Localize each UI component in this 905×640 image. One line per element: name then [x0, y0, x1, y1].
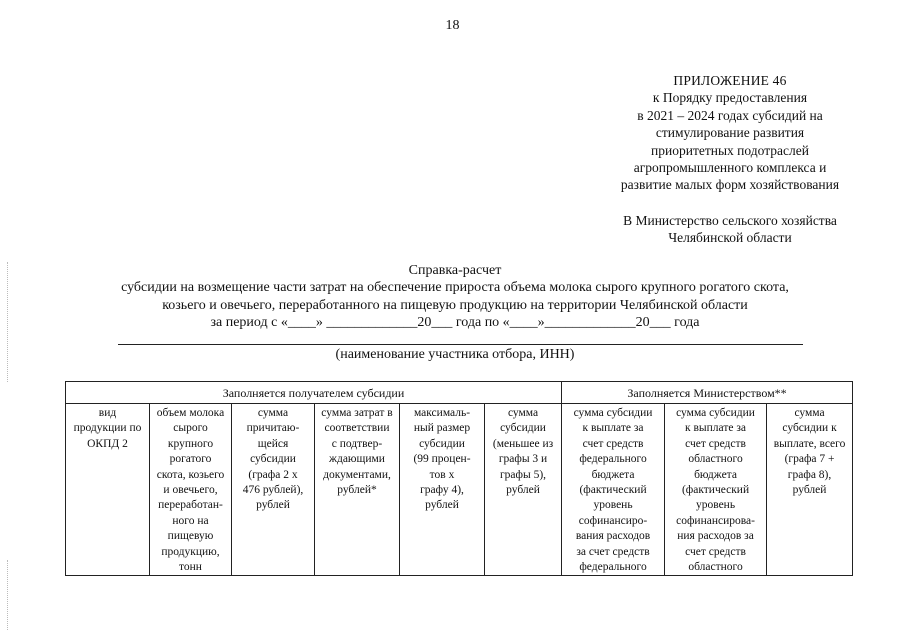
recipient-fill-header: Заполняется получателем субсидии: [66, 382, 562, 404]
document-subtitle-line: козьего и овечьего, переработанного на пищевую продукцию на территории Челябинской области: [162, 297, 748, 313]
appendix-line: в 2021 – 2024 годах субсидий на: [637, 107, 823, 123]
appendix-header: [560, 72, 900, 194]
column-header-text: сумма затрат в соответствии с подтвер- ждающими документами, рублей*: [321, 407, 393, 497]
appendix-line: агропромышленного комплекса и: [633, 160, 827, 176]
appendix-title: ПРИЛОЖЕНИЕ 46: [673, 73, 787, 88]
column-header-text: вид продукции по ОКПД 2: [73, 407, 142, 450]
document-subtitle-line: субсидии на возмещение части затрат на обеспечение прироста объема молока сырого крупного рогатого скота,: [121, 280, 789, 296]
table-group-header-row: [66, 382, 853, 404]
column-header-text: сумма субсидии (меньшее из графы 3 и графы 5), рублей: [492, 407, 554, 497]
document-heading: [60, 262, 850, 314]
recipient-line: Челябинской области: [668, 230, 792, 246]
appendix-line: развитие малых форм хозяйствования: [620, 177, 840, 193]
appendix-line: стимулирование развития: [655, 125, 805, 141]
recipient-line: В Министерство сельского хозяйства: [623, 213, 837, 228]
column-header: [66, 404, 150, 576]
column-header: [562, 404, 665, 576]
document-title: Справка-расчет: [408, 263, 502, 278]
recipient-block: [560, 212, 900, 247]
table-column-header-row: [66, 404, 853, 576]
column-header-text: объем молока сырого крупного рогатого скота, козьего и овечьего, переработан- ного на пищевую продукцию, тонн: [156, 407, 225, 574]
column-header: [485, 404, 562, 576]
page-number: 18: [445, 18, 460, 33]
column-header-text: сумма субсидии к выплате, всего (графа 7 + графа 8), рублей: [773, 407, 846, 497]
appendix-line: приоритетных подотраслей: [651, 142, 809, 158]
column-header: [232, 404, 315, 576]
appendix-line: к Порядку предоставления: [652, 90, 808, 106]
participant-name-line: [118, 344, 803, 345]
column-header-text: сумма субсидии к выплате за счет средств областного бюджета (фактический уровень софинансирова- ния расходов за счет средств областного: [676, 407, 755, 574]
column-header: [150, 404, 232, 576]
column-header-text: сумма причитаю- щейся субсидии (графа 2 х 476 рублей), рублей: [242, 407, 304, 512]
column-header: [315, 404, 400, 576]
scan-edge-mark: [7, 560, 8, 630]
scan-edge-mark: [7, 262, 8, 382]
subsidy-calculation-table: [65, 381, 853, 576]
column-header: [400, 404, 485, 576]
column-header: [767, 404, 853, 576]
column-header-text: максималь- ный размер субсидии (99 процен- тов х графу 4), рублей: [413, 407, 471, 512]
period-line: за период с «____» _____________20___ года по «____»_____________20___ года: [210, 315, 700, 330]
column-header: [665, 404, 767, 576]
ministry-fill-header: Заполняется Министерством**: [562, 382, 853, 404]
column-header-text: сумма субсидии к выплате за счет средств федерального бюджета (фактический уровень софинансиро- вания расходов за счет средств федерального: [573, 407, 653, 574]
participant-caption: (наименование участника отбора, ИНН): [335, 347, 575, 362]
